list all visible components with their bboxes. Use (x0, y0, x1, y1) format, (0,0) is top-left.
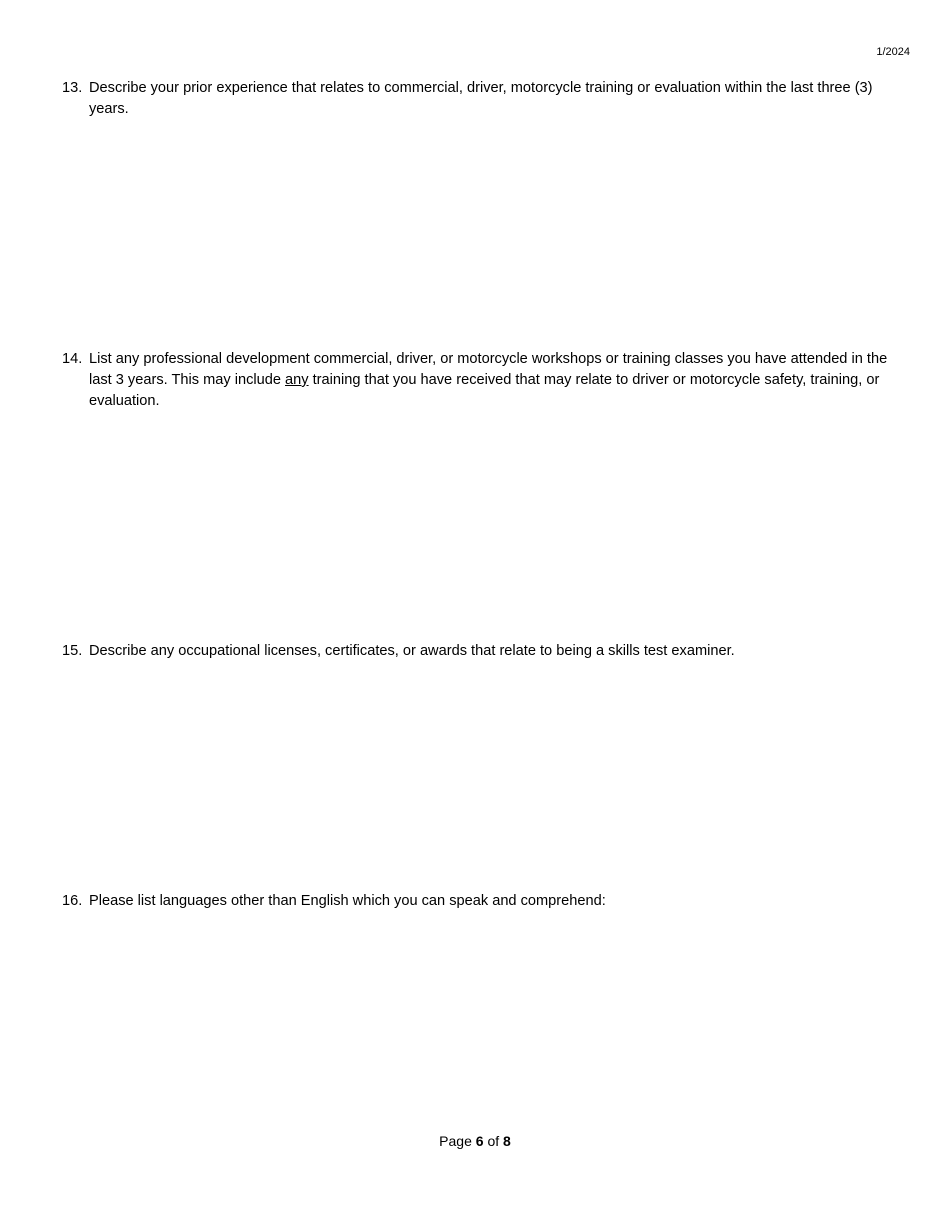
revision-date: 1/2024 (876, 46, 910, 58)
total-pages-number: 8 (503, 1133, 511, 1149)
question-text: Describe any occupational licenses, certificates, or awards that relate to being a skills test examiner. (89, 643, 735, 659)
question-number: 14. (62, 351, 83, 367)
current-page-number: 6 (475, 1133, 484, 1149)
question-text-part: training that you have received that may relate to driver or motorcycle safety, training, or evaluation. (89, 372, 880, 409)
question-14 (62, 349, 892, 412)
page-label: Page (439, 1133, 472, 1149)
question-16 (62, 891, 892, 912)
question-text (89, 349, 892, 412)
page-footer (0, 1132, 950, 1150)
of-label: of (487, 1133, 500, 1149)
question-number: 13. (62, 80, 83, 96)
question-text: Please list languages other than English which you can speak and comprehend: (89, 893, 606, 909)
underlined-word: any (285, 372, 309, 388)
question-number: 16. (62, 893, 83, 909)
question-number: 15. (62, 643, 83, 659)
question-13 (62, 78, 892, 120)
question-text: Describe your prior experience that relates to commercial, driver, motorcycle training or evaluation within the last three (3) years. (89, 80, 873, 117)
question-text-part: List any professional development commercial, driver, or motorcycle workshops or training classes you have attended in the last 3 years. This may include (89, 351, 888, 388)
question-15 (62, 641, 892, 662)
